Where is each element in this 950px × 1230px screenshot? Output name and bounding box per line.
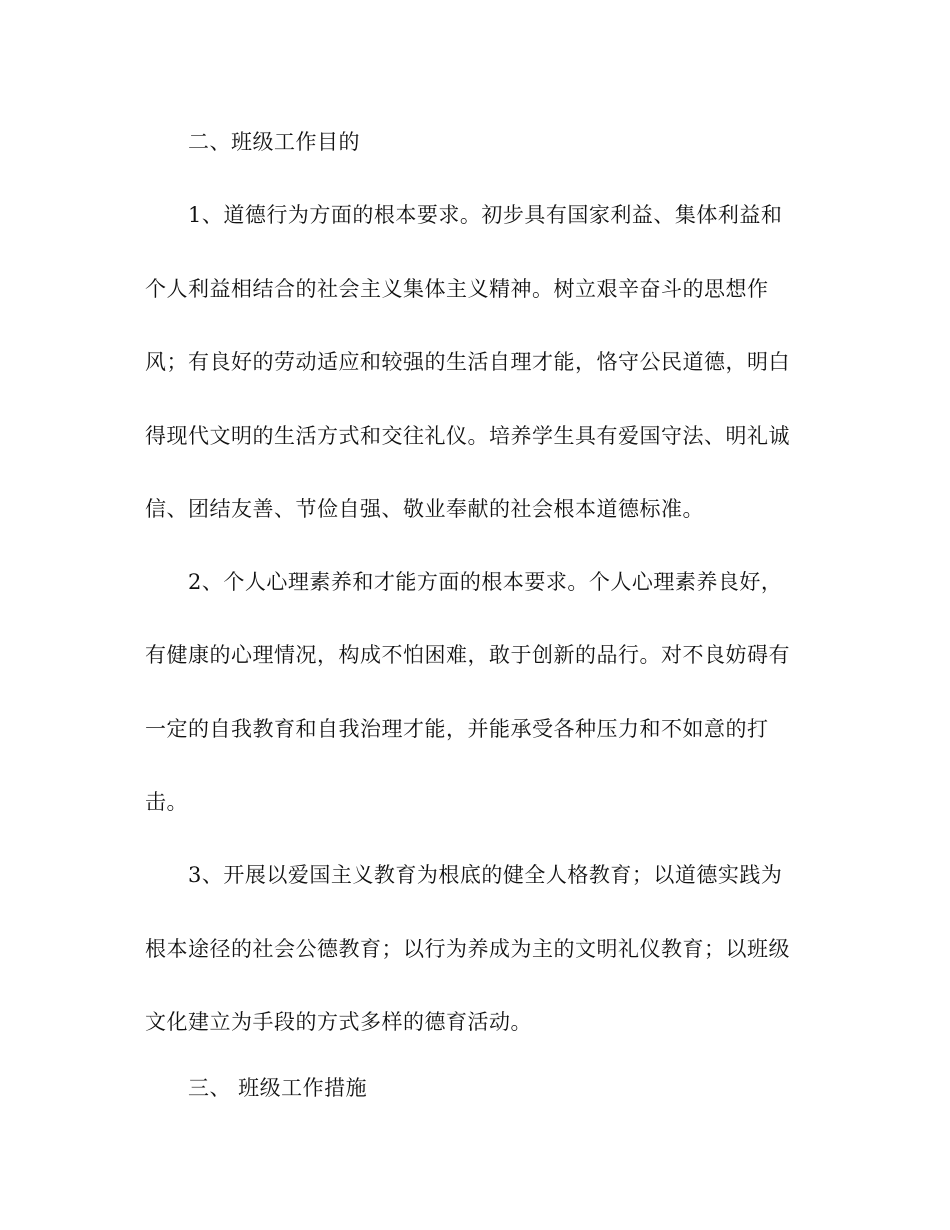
paragraph-3-line-3: 文化建立为手段的方式多样的德育活动。: [145, 1010, 532, 1034]
paragraph-2-line-4: 击。: [145, 790, 188, 814]
section-heading-measures: 三、 班级工作措施: [188, 1076, 368, 1100]
paragraph-1-line-4: 得现代文明的生活方式和交往礼仪。培养学生具有爱国守法、明礼诚: [145, 424, 790, 448]
paragraph-2-line-3: 一定的自我教育和自我治理才能，并能承受各种压力和不如意的打: [145, 717, 769, 741]
paragraph-1-line-3: 风；有良好的劳动适应和较强的生活自理才能，恪守公民道德，明白: [145, 350, 790, 374]
paragraph-1-line-5: 信、团结友善、节俭自强、敬业奉献的社会根本道德标准。: [145, 497, 704, 521]
section-heading-goals: 二、班级工作目的: [188, 130, 360, 154]
paragraph-2-line-2: 有健康的心理情况，构成不怕困难，敢于创新的品行。对不良妨碍有: [145, 643, 790, 667]
paragraph-3-line-1: 3、开展以爱国主义教育为根底的健全人格教育；以道德实践为: [188, 863, 783, 887]
paragraph-1-line-2: 个人利益相结合的社会主义集体主义精神。树立艰辛奋斗的思想作: [145, 277, 769, 301]
paragraph-2-line-1: 2、个人心理素养和才能方面的根本要求。个人心理素养良好，: [188, 570, 783, 594]
paragraph-3-line-2: 根本途径的社会公德教育；以行为养成为主的文明礼仪教育；以班级: [145, 937, 790, 961]
paragraph-1-line-1: 1、道德行为方面的根本要求。初步具有国家利益、集体利益和: [188, 203, 783, 227]
